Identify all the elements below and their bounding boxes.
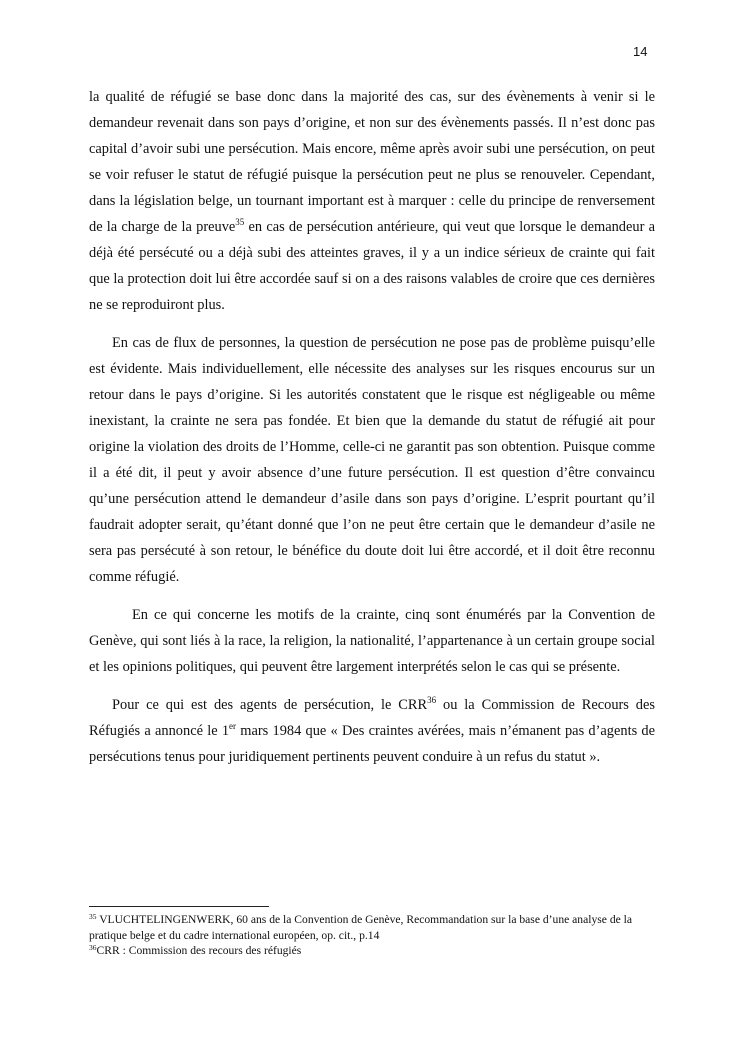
footnote-ref-36[interactable]: 36 — [427, 695, 437, 705]
paragraph-4 — [89, 692, 655, 770]
footnote-36 — [89, 943, 655, 959]
footnote-text: VLUCHTELINGENWERK, 60 ans de la Convention de Genève, Recommandation sur la base d’une analyse de la pratique belge et du cadre international européen, op. cit., p.14 — [89, 913, 633, 942]
paragraph-1 — [89, 84, 655, 318]
body-text — [89, 84, 655, 782]
footnote-mark: 36 — [89, 943, 97, 952]
paragraph-text: en cas de persécution antérieure, qui veut que lorsque le demandeur a déjà été persécuté ou a déjà subi des atteintes graves, il y a un indice sérieux de crainte qui fait que la protection doit lui être accordée sauf si on a des raisons valables de croire que ces dernières ne se reproduiront plus. — [89, 219, 655, 313]
paragraph-text: mars 1984 que « Des craintes avérées, mais n’émanent pas d’agents de persécutions tenus pour juridiquement pertinents peuvent conduire à un refus du statut ». — [89, 723, 655, 765]
paragraph-2: En cas de flux de personnes, la question de persécution ne pose pas de problème puisqu’elle est évidente. Mais individuellement, elle nécessite des analyses sur les risques encourus sur un retour dans le pays d’origine. Si les autorités constatent que le risque est négligeable ou même inexistant, la crainte ne sera pas fondée. Et bien que la demande du statut de réfugié ait pour origine la violation des droits de l’Homme, celle-ci ne garantit pas son obtention. Puisque comme il a été dit, il peut y avoir absence d’une future persécution. Il est question d’être convaincu qu’une persécution attend le demandeur d’asile dans son pays d’origine. L’esprit pourtant qu’il faudrait adopter serait, qu’étant donné que l’on ne peut être certain que le demandeur d’asile ne sera pas persécuté à son retour, le bénéfice du doute doit lui être accordé, et il doit être reconnu comme réfugié. — [89, 335, 655, 585]
footnote-text: CRR : Commission des recours des réfugiés — [96, 944, 302, 957]
footnotes — [89, 912, 655, 959]
paragraph-text: ou la Commission de Recours des Réfugiés a annoncé le 1 — [89, 697, 655, 739]
paragraph-text: Pour ce qui est des agents de persécution, le CRR — [112, 697, 428, 713]
paragraph-3: En ce qui concerne les motifs de la crainte, cinq sont énumérés par la Convention de Genève, qui sont liés à la race, la religion, la nationalité, l’appartenance à un certain groupe social et les opinions politiques, qui peuvent être largement interprétés selon le cas qui se présente. — [89, 607, 655, 675]
footnote-mark: 35 — [89, 912, 97, 921]
page-number: 14 — [633, 44, 648, 59]
paragraph-text: la qualité de réfugié se base donc dans la majorité des cas, sur des évènements à venir si le demandeur revenait dans son pays d’origine, et non sur des évènements passés. Il n’est donc pas capital d’avoir subi une persécution. Mais encore, même après avoir subi une persécution, on peut se voir refuser le statut de réfugié puisque la persécution peut ne plus se renouveler. Cependant, dans la législation belge, un tournant important est à marquer : celle du principe de renversement de la charge de la preuve — [89, 89, 655, 235]
ordinal-superscript: er — [229, 721, 237, 731]
footnote-separator — [89, 906, 269, 907]
footnote-ref-35[interactable]: 35 — [235, 217, 245, 227]
footnote-35 — [89, 912, 655, 943]
